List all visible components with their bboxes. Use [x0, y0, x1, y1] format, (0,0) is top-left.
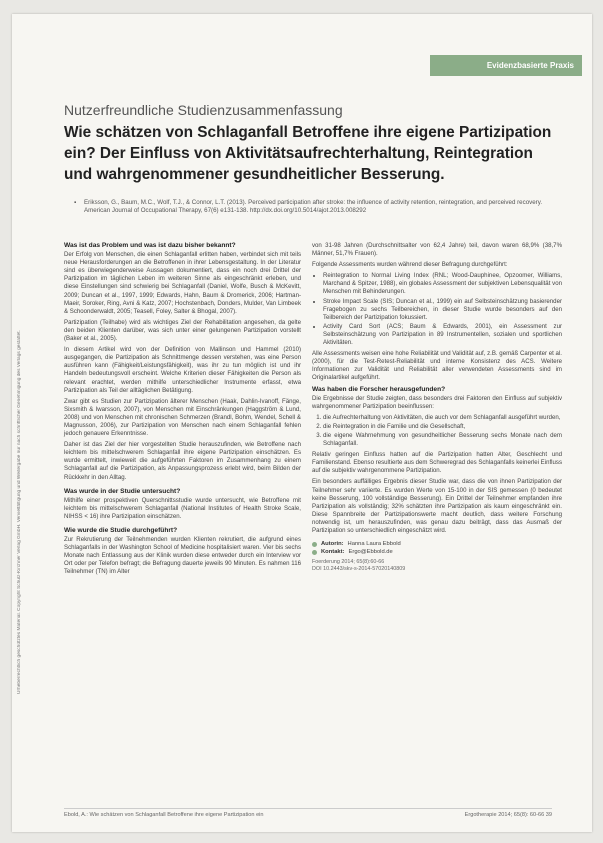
paragraph: Alle Assessments weisen eine hohe Reliabilität und Validität auf, z.B. gemäß Carpenter et al. (2000), für die Test-Retest-Reliabilität und interne Konsistenz des ACS. Weitere Informationen zur Validität und Reliabilität aller verwendeten Assessments sind im Originalartikel aufgeführt. [312, 350, 562, 382]
section-heading: Was ist das Problem und was ist dazu bisher bekannt? [64, 242, 236, 249]
paragraph: Folgende Assessments wurden während dieser Befragung durchgeführt: [312, 261, 508, 269]
list-item: 3. die eigene Wahrnehmung von gesundheitlicher Besserung sechs Monate nach dem Schlaganfall. [323, 432, 562, 448]
paragraph: Der Erfolg von Menschen, die einen Schlaganfall erlitten haben, verbindet sich mit teils neue Herausforderungen an die Betroffenen in ihrer Lebensgestaltung. In der Literatur sind es überwiegenderweise Aussagen dokumentiert, dass ein noch drei Drittel der Partizipation im täglichen Leben im weiteren Sinne als eingeschränkt erleben, und diese Einstellungen sind schwierig bei Schlaganfall (Daniel, Wolfe, Busch & McKevitt, 2009; Duncan et al., 1997, 1999; Edwards, Hahn, Baum & Dromerick, 2006; Hartman-Maeir, Soroker, Ring, Avni & Katz, 2007; Hochstenbach, Donders, Mulder, Van Limbeek & Schoonderwaldt, 2005; Teasell, Foley, Salter & Bhogal, 2007). [64, 251, 301, 315]
author-box [312, 541, 562, 573]
section-tag: Evidenzbasierte Praxis [430, 55, 582, 76]
document-page [12, 14, 592, 832]
kicker: Nutzerfreundliche Studienzusammenfassung [64, 102, 343, 118]
doi-line: Foerderung 2014; 65(8):60-66 [312, 559, 385, 566]
list-item: • Activity Card Sort (ACS; Baum & Edwards, 2001), ein Assessment zur Selbsteinschätzung von Partizipation in 89 Instrumentellen, sozialen und sportlichen Aktivitäten. [323, 323, 562, 347]
author-name: Hanna Laura Ebbold [347, 541, 401, 548]
bullet-icon [312, 550, 317, 555]
paragraph: Daher ist das Ziel der hier vorgestellten Studie herauszufinden, wie Betroffene nach leichtem bis mittelschwerem Schlaganfall ihre eigene Partizipation einschätzen. Es wurde ermittelt, inwieweit die aufgeführten Faktoren im Zusammenhang zu einem Schlaganfall auf die Partizipation, als Anpassungsprozess erlebt wird, beim Bilden der Rückkehr in den Alltag. [64, 441, 301, 481]
paragraph: Mithilfe einer prospektiven Querschnittsstudie wurde untersucht, wie Betroffene mit leichtem bis mittelschwerem Schlaganfall (National Institutes of Health Stroke Scale, NIHSS < 16) ihre Partizipation einschätzen. [64, 496, 301, 520]
footer-left: Ebold, A.: Wie schätzen von Schlaganfall Betroffene ihre eigene Partizipation ein [64, 812, 264, 818]
contact-row [312, 549, 562, 557]
paragraph: In diesem Artikel wird von der Definition von Mallinson und Hammel (2010) ausgegangen, die Partizipation als Schnittmenge dessen verstehen, was eine Person ausführen kann (Fähigkeit/Leistungsfähigkeit), was ihr zu tun möglich ist und ihr Handeln bedeutungsvoll erscheint. Welche Kriterien dieser Fähigkeiten die Person als relevant erachtet, werden mithilfe unterschiedlicher Instrumente erfasst, etwa Partizipation als Teil der alltäglichen Betätigung. [64, 346, 301, 394]
section-heading: Was haben die Forscher herausgefunden? [312, 385, 446, 393]
list-item: 1. die Aufrechterhaltung von Aktivitäten, die auch vor dem Schlaganfall ausgeführt wurden, [323, 414, 562, 422]
assessment-list [312, 272, 562, 347]
paragraph: Die Ergebnisse der Studie zeigten, dass besonders drei Faktoren den Einfluss auf subjektiv wahrgenommener Partizipation beeinflussen: [312, 394, 562, 410]
paragraph: Zwar gibt es Studien zur Partizipation älterer Menschen (Haak, Dahlin-Ivanoff, Fänge, Sixsmith & Iwarsson, 2007), von Menschen mit Einschränkungen (Haggström & Lund, 2008) und von Menschen mit chronischen Schmerzen (Brandl, Bohm, Wendel, Schell & Magnusson, 2006), zur Partizipation von Menschen nach einem Schlaganfall fehlen jedoch genauere Erkenntnisse. [64, 397, 301, 438]
bullet-icon [312, 542, 317, 547]
citation-text: Eriksson, G., Baum, M.C., Wolf, T.J., & Connor, L.T. (2013). Perceived participation after stroke: the influence of activity retention, reintegration, and perceived recovery. American Journal of Occupational Therapy, 67(6) e131-138. http://dx.doi.org/10.5014/ajot.2013.008292 [84, 199, 543, 214]
right-column [312, 242, 562, 573]
contact-email[interactable]: Ergo@Ebbold.de [348, 548, 393, 555]
list-item: • Stroke Impact Scale (SIS; Duncan et al., 1999) ein auf Selbsteinschätzung basierender Fragebogen zu sechs Teilbereichen, in dieser Studie wurde besonders auf den Teilbereich der Partizipation fokussiert. [323, 298, 562, 322]
bullet-icon: ▪ [74, 199, 77, 206]
footer-right: Ergotherapie 2014; 65(8): 60-66 39 [464, 812, 552, 818]
left-column [64, 242, 301, 583]
results-list [312, 414, 562, 448]
list-item: 2. die Reintegration in die Familie und die Gesellschaft, [323, 423, 562, 431]
section-study [64, 488, 301, 521]
copyright-side-note: Urheberrechtlich geschütztes Material. Copyright Schulz-Kirchner Verlag GmbH. Vervielfältigung und Weitergabe nur nach schriftlicher Genehmigung des Verlags gestattet. [17, 330, 22, 694]
citation [74, 199, 559, 215]
author-label: Autorin: [321, 541, 344, 548]
list-item: • Reintegration to Normal Living Index (RNL; Wood-Dauphinee, Opzoomer, Williams, Marchand & Spitzer, 1988), ein globales Assessment der subjektiven Lebensqualität von Menschen mit Behinderungen. [323, 272, 562, 296]
section-method [64, 527, 301, 577]
title-block [64, 102, 564, 185]
page-footer [64, 808, 552, 818]
contact-label: Kontakt: [321, 548, 345, 555]
section-heading: Wie wurde die Studie durchgeführt? [64, 527, 178, 534]
paragraph: von 31-98 Jahren (Durchschnittsalter von 62,4 Jahre) teil, davon waren 68,9% (38,7% Männer, 51,7% Frauen). [312, 242, 562, 258]
paragraph: Ein besonders auffälliges Ergebnis dieser Studie war, dass die von ihnen Partizipation der Teilnehmer sehr variierte. Es wurden Werte von 15-100 in der SIS gemessen (0 bedeutet keine Besserung, 100 vollständige Besserung). Ein Drittel der Teilnehmer empfanden ihre Partizipation als vollständig; 32% schätzten ihre Partizipation als kaum eingeschränkt ein. Diese Spannbreite der Partizipationswerte macht deutlich, dass weitere Forschung notwendig ist, um herauszufinden, was genau dazu beiträgt, dass das Ausmaß der Partizipation so unterschiedlich eingeschätzt wird. [312, 478, 562, 534]
paragraph: Relativ geringen Einfluss hatten auf die Partizipation hatten Alter, Geschlecht und Familienstand. Ebenso resultierte aus dem Schweregrad des Schlaganfalls keinerlei Einfluss auf die subjektiv wahrgenommene Partizipation. [312, 451, 562, 475]
doi-line: DOI 10.2443/skv-s-2014-57020140809 [312, 566, 406, 573]
section-problem [64, 242, 301, 482]
paragraph: Partizipation (Teilhabe) wird als wichtiges Ziel der Rehabilitation angesehen, da gelte den beiden Klienten darüber, was sich unter einer gelungenen Partizipation vorstellt (Baker et al., 2005). [64, 318, 301, 343]
section-results [312, 386, 562, 536]
author-row [312, 541, 562, 549]
doi-info [312, 559, 562, 573]
section-heading: Was wurde in der Studie untersucht? [64, 487, 181, 495]
page-title: Wie schätzen von Schlaganfall Betroffene ihre eigene Partizipation ein? Der Einfluss von Aktivitätsaufrechterhaltung, Reintegration und wahrgenommener gesundheitlicher Besserung. [64, 124, 552, 183]
paragraph: Zur Rekrutierung der Teilnehmenden wurden Klienten rekrutiert, die aufgrund eines Schlaganfalls in der Washington School of Medicine hospitalisiert waren. Vier bis sechs Monate nach Entlassung aus der Klinik wurden diese entweder durch ein Interview vor Ort oder per Telefon befragt; die Befragung dauerte jeweils 90 Minuten. Es nahmen 116 Teilnehmer (TN) im Alter [64, 536, 301, 576]
